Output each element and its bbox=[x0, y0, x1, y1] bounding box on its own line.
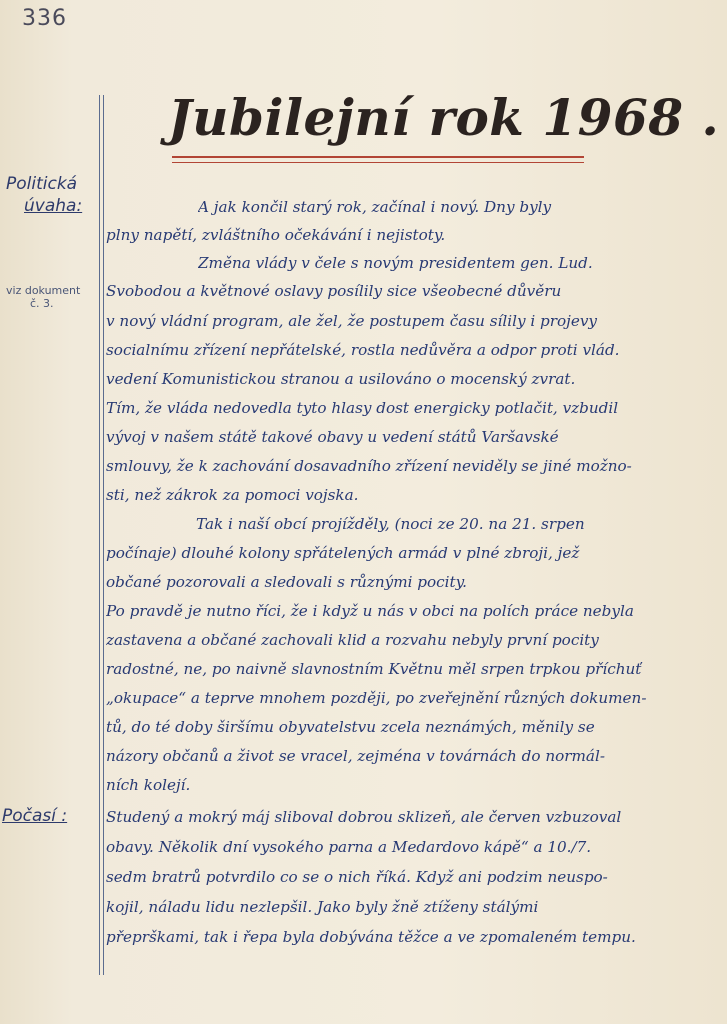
text-line: počínaje) dlouhé kolony spřátelených armád v plné zbroji, jež bbox=[106, 544, 580, 562]
margin-note-pocasi: Počasí : bbox=[2, 806, 68, 826]
text-line: kojil, náladu lidu nezlepšil. Jako byly žně ztíženy stálými bbox=[106, 898, 539, 916]
text-line: smlouvy, že k zachování dosavadního zřízení neviděly se jiné možno- bbox=[106, 457, 632, 475]
text-line: A jak končil starý rok, začínal i nový. Dny byly bbox=[198, 198, 552, 216]
text-line: Studený a mokrý máj sliboval dobrou sklizeň, ale červen vzbuzoval bbox=[106, 808, 622, 826]
text-line: v nový vládní program, ale žel, že postupem času sílily i projevy bbox=[106, 312, 598, 330]
text-line: Změna vlády v čele s novým presidentem gen. Lud. bbox=[198, 254, 593, 272]
text-line: ních kolejí. bbox=[106, 776, 191, 794]
page-title: Jubilejní rok 1968 . bbox=[168, 88, 720, 147]
page-number: 336 bbox=[22, 6, 67, 31]
text-line: Po pravdě je nutno říci, že i když u nás v obci na polích práce nebyla bbox=[106, 602, 634, 620]
text-line: zastavena a občané zachovali klid a rozvahu nebyly první pocity bbox=[106, 631, 599, 649]
text-line: Svobodou a květnové oslavy posílily sice všeobecné důvěru bbox=[106, 282, 562, 300]
margin-note-cislo: č. 3. bbox=[30, 297, 54, 310]
margin-note-viz-dokument: viz dokument bbox=[6, 284, 81, 297]
text-line: obavy. Několik dní vysokého parna a Medardovo kápě“ a 10./7. bbox=[106, 838, 592, 856]
text-line: přeprškami, tak i řepa byla dobývána těžce a ve zpomaleném tempu. bbox=[106, 928, 636, 946]
margin-rule-inner bbox=[103, 95, 104, 975]
text-line: plny napětí, zvláštního očekávání i nejistoty. bbox=[106, 226, 446, 244]
text-line: socialnímu zřízení nepřátelské, rostla nedůvěra a odpor proti vlád. bbox=[106, 341, 620, 359]
text-line: radostné, ne, po naivně slavnostním Květnu měl srpen trpkou příchuť bbox=[106, 660, 642, 678]
text-line: občané pozorovali a sledovali s různými pocity. bbox=[106, 573, 468, 591]
margin-note-politicka: Politická bbox=[6, 174, 78, 194]
text-line: tů, do té doby širšímu obyvatelstvu zcela neznámých, měnily se bbox=[106, 718, 595, 736]
text-line: „okupace“ a teprve mnohem později, po zveřejnění různých dokumen- bbox=[106, 689, 647, 707]
text-line: Tím, že vláda nedovedla tyto hlasy dost energicky potlačit, vzbudil bbox=[106, 399, 619, 417]
title-underline bbox=[172, 156, 584, 163]
text-line: sti, než zákrok za pomoci vojska. bbox=[106, 486, 359, 504]
text-line: vedení Komunistickou stranou a usilováno o mocenský zvrat. bbox=[106, 370, 576, 388]
margin-note-uvaha: úvaha: bbox=[24, 196, 83, 216]
margin-rule bbox=[99, 95, 100, 975]
text-line: vývoj v našem státě takové obavy u vedení států Varšavské bbox=[106, 428, 559, 446]
text-line: sedm bratrů potvrdilo co se o nich říká. Když ani podzim neuspo- bbox=[106, 868, 608, 886]
text-line: názory občanů a život se vracel, zejména v továrnách do normál- bbox=[106, 747, 605, 765]
text-line: Tak i naší obcí projížděly, (noci ze 20. na 21. srpen bbox=[196, 515, 585, 533]
